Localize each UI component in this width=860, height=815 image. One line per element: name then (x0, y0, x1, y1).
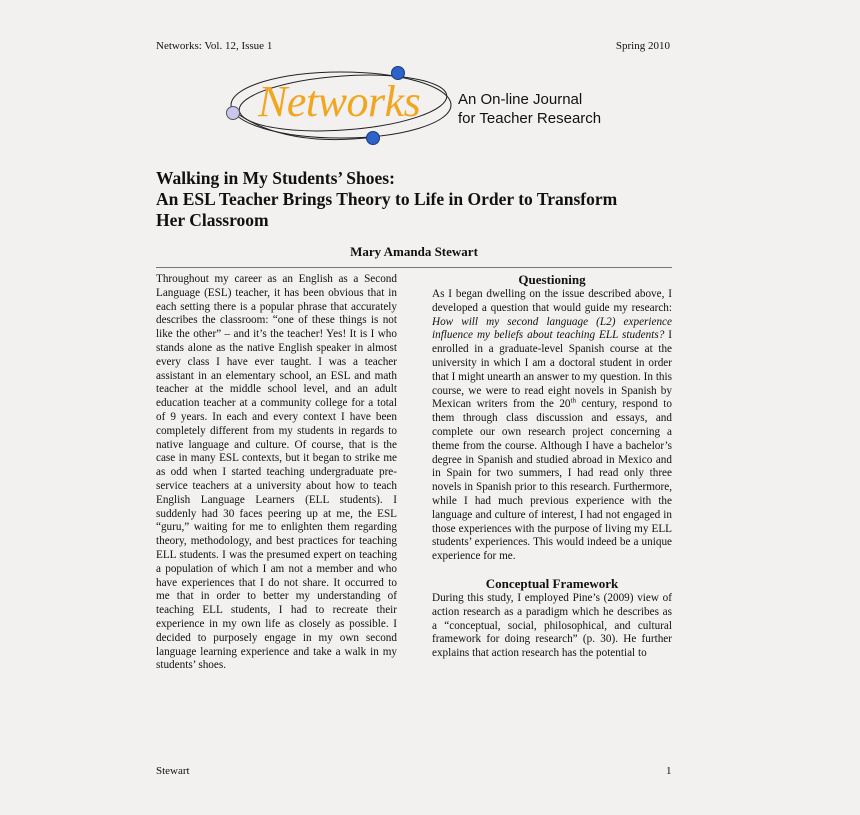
article-title (156, 168, 716, 231)
footer-author: Stewart (156, 765, 190, 777)
header-divider (156, 267, 672, 268)
left-column (156, 273, 397, 673)
tagline-line-2: for Teacher Research (458, 110, 602, 127)
title-line-1: Walking in My Students’ Shoes: (156, 168, 395, 188)
journal-issue: Networks: Vol. 12, Issue 1 (156, 40, 273, 52)
intro-paragraph: Throughout my career as an English as a Second Language (ESL) teacher, it has been obvious that in each setting there is a popular phrase that accurately describes the classroom: “one of these things is not like the other” – and it’s the teacher! Yes! It is I who stands alone as the native English speaker in almost every class I have ever taught. I was a teacher assistant in an elementary school, an ESL and math teacher at the middle school level, and an adult education teacher at a community college for a total of 9 years. In each and every context I have been completely different from my students in regards to native language and culture. Of course, that is the case in many ESL contexts, but it began to strike me as odd when I started teaching undergraduate pre-service teachers at a university about how to teach English Language Learners (ELL students). I suddenly had 30 faces peering up at me, the ESL “guru,” waiting for me to enlighten them regarding theory, methodology, and best practices for teaching ELL students. I was the presumed expert on teaching a population of which I am not a member and who have experiences that I do not share. It occurred to me that in order to better my understanding of teaching ELL students, I had to recreate their experience in my own life as closely as possible. I decided to purposely engage in my own second language learning experience and take a walk in my students’ shoes. (156, 273, 397, 672)
framework-paragraph: During this study, I employed Pine’s (2009) view of action research as a paradigm which he describes as a “conceptual, social, philosophical, and cultural framework for doing research” (p. 30). He further explains that action research has the potential to (432, 591, 672, 660)
title-line-3: Her Classroom (156, 210, 269, 230)
page-number: 1 (666, 765, 672, 777)
right-column (432, 272, 672, 661)
article-author: Mary Amanda Stewart (350, 244, 478, 259)
issue-season: Spring 2010 (615, 40, 670, 52)
logo-tagline (458, 90, 601, 128)
questioning-paragraph: As I began dwelling on the issue described above, I developed a question that would guide my research: How will my second language (L2) experience influence my beliefs about teaching ELL students? I enrolled in a graduate-level Spanish course at the university in which I am a doctoral student in order that I might unearth an answer to my question. In this course, we were to read eight novels in Spanish by Mexican writers from the 20th century, respond to them through class discussion and essays, and complete our own research project concerning a theme from the course. Although I have a bachelor’s degree in Spanish and studied abroad in Mexico and in Spain for two summers, I had read only three novels in Spanish prior to this research. Furthermore, while I had much previous experience with the language and culture of interest, I had not engaged in those experiences with the purpose of living my ELL students’ experiences. This would indeed be a unique experience for me. (432, 288, 672, 563)
title-line-2: An ESL Teacher Brings Theory to Life in Order to Transform (156, 189, 618, 209)
framework-heading: Conceptual Framework (485, 575, 619, 591)
networks-logo (225, 62, 460, 150)
questioning-heading: Questioning (518, 272, 586, 287)
research-question: How will my second language (L2) experience influence my beliefs about teaching ELL students? (432, 315, 672, 342)
tagline-line-1: An On-line Journal (458, 91, 583, 108)
logo-wordmark: Networks (258, 77, 421, 126)
